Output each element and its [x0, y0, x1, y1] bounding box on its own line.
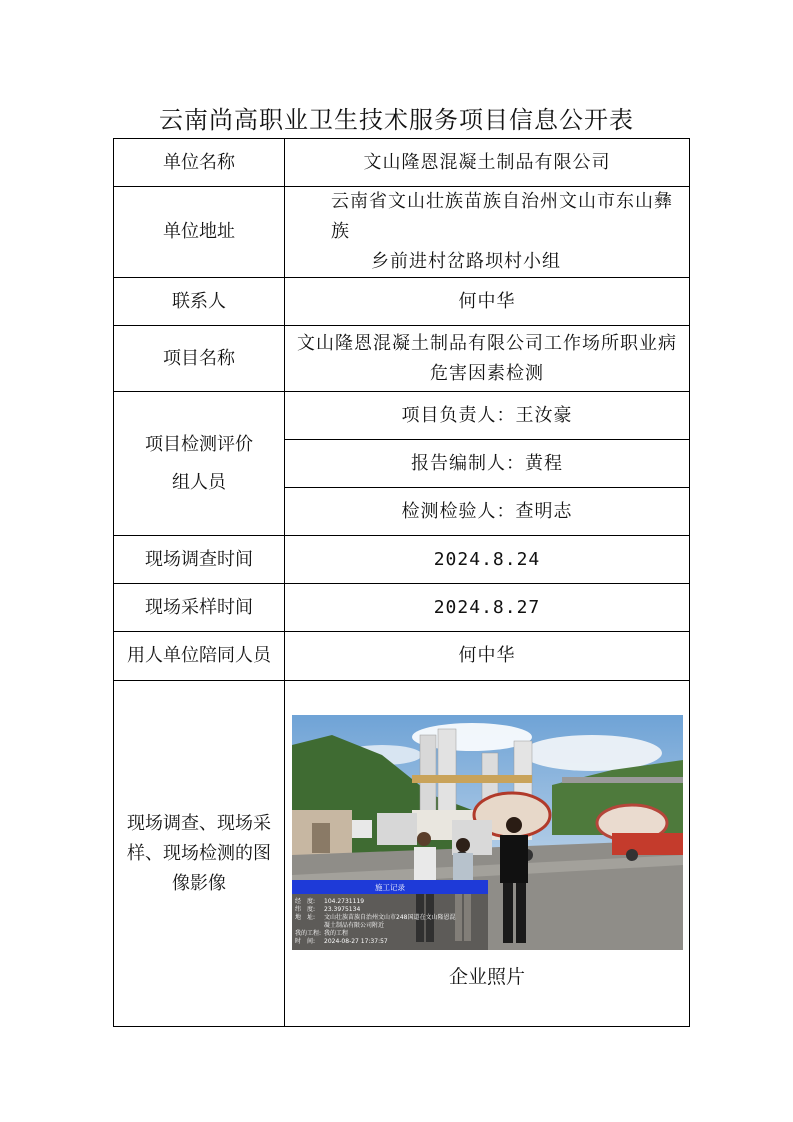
images-label-line-1: 现场调查、现场采: [127, 812, 271, 834]
company-name-label: 单位名称: [114, 139, 285, 187]
team-inspector-value: 检测检验人：查明志: [285, 488, 690, 536]
escort-label: 用人单位陪同人员: [114, 632, 285, 681]
images-label: [114, 681, 285, 1027]
team-label-line-1: 项目检测评价: [145, 433, 253, 455]
team-label-line-2: 组人员: [172, 471, 226, 493]
project-name-line-1: 文山隆恩混凝土制品有限公司工作场所职业病: [297, 332, 677, 354]
overlay-proj-label: 我的工程:: [294, 930, 321, 937]
enterprise-photo: [292, 715, 683, 950]
sampling-time-label: 现场采样时间: [114, 584, 285, 632]
company-name-value: 文山隆恩混凝土制品有限公司: [285, 139, 690, 187]
images-label-line-3: 像影像: [172, 872, 226, 894]
overlay-loc-value-1: 文山壮族苗族自治州文山市248国道在文山隆恩混: [323, 914, 455, 921]
overlay-lat-value: 23.3975134: [323, 906, 360, 913]
address-line-2: 乡前进村岔路坝村小组: [371, 251, 561, 272]
overlay-loc-label: 地 址:: [294, 914, 315, 921]
overlay-lng-value: 104.2731119: [323, 898, 364, 905]
contact-value: 何中华: [285, 278, 690, 326]
contact-label: 联系人: [114, 278, 285, 326]
images-label-line-2: 样、现场检测的图: [127, 842, 271, 864]
survey-time-value: 2024.8.24: [285, 536, 690, 584]
overlay-lat-label: 纬 度:: [294, 906, 315, 913]
page-title: 云南尚高职业卫生技术服务项目信息公开表: [159, 106, 634, 134]
photo-caption: 企业照片: [448, 966, 525, 988]
project-name-label: 项目名称: [114, 326, 285, 392]
project-name-line-2: 危害因素检测: [430, 362, 544, 384]
overlay-time-label: 时 间:: [294, 938, 315, 945]
address-value: [285, 187, 690, 278]
team-label: [114, 392, 285, 536]
address-line-1: 云南省文山壮族苗族自治州文山市东山彝族: [331, 191, 673, 242]
photo-scene-graphic: [292, 715, 683, 950]
escort-value: 何中华: [285, 632, 690, 681]
row-company-name: [114, 139, 690, 187]
team-leader-value: 项目负责人：王汝豪: [285, 392, 690, 440]
survey-time-label: 现场调查时间: [114, 536, 285, 584]
row-address: [114, 187, 690, 278]
team-writer-value: 报告编制人：黄程: [285, 440, 690, 488]
overlay-time-value: 2024-08-27 17:37:57: [323, 938, 388, 945]
row-survey-time: [114, 536, 690, 584]
overlay-lng-label: 经 度:: [294, 898, 315, 905]
overlay-heading: 施工记录: [374, 883, 405, 892]
images-cell: [285, 681, 690, 1027]
overlay-loc-value-2: 凝土制品有限公司附近: [323, 922, 384, 929]
row-project-name: [114, 326, 690, 392]
address-label: 单位地址: [114, 187, 285, 278]
info-table: [113, 138, 690, 1027]
project-name-value: [285, 326, 690, 392]
row-images: [114, 681, 690, 1027]
row-contact: [114, 278, 690, 326]
row-escort: [114, 632, 690, 681]
overlay-proj-value: 我的工程: [323, 930, 348, 937]
row-sampling-time: [114, 584, 690, 632]
row-team-leader: [114, 392, 690, 440]
sampling-time-value: 2024.8.27: [285, 584, 690, 632]
